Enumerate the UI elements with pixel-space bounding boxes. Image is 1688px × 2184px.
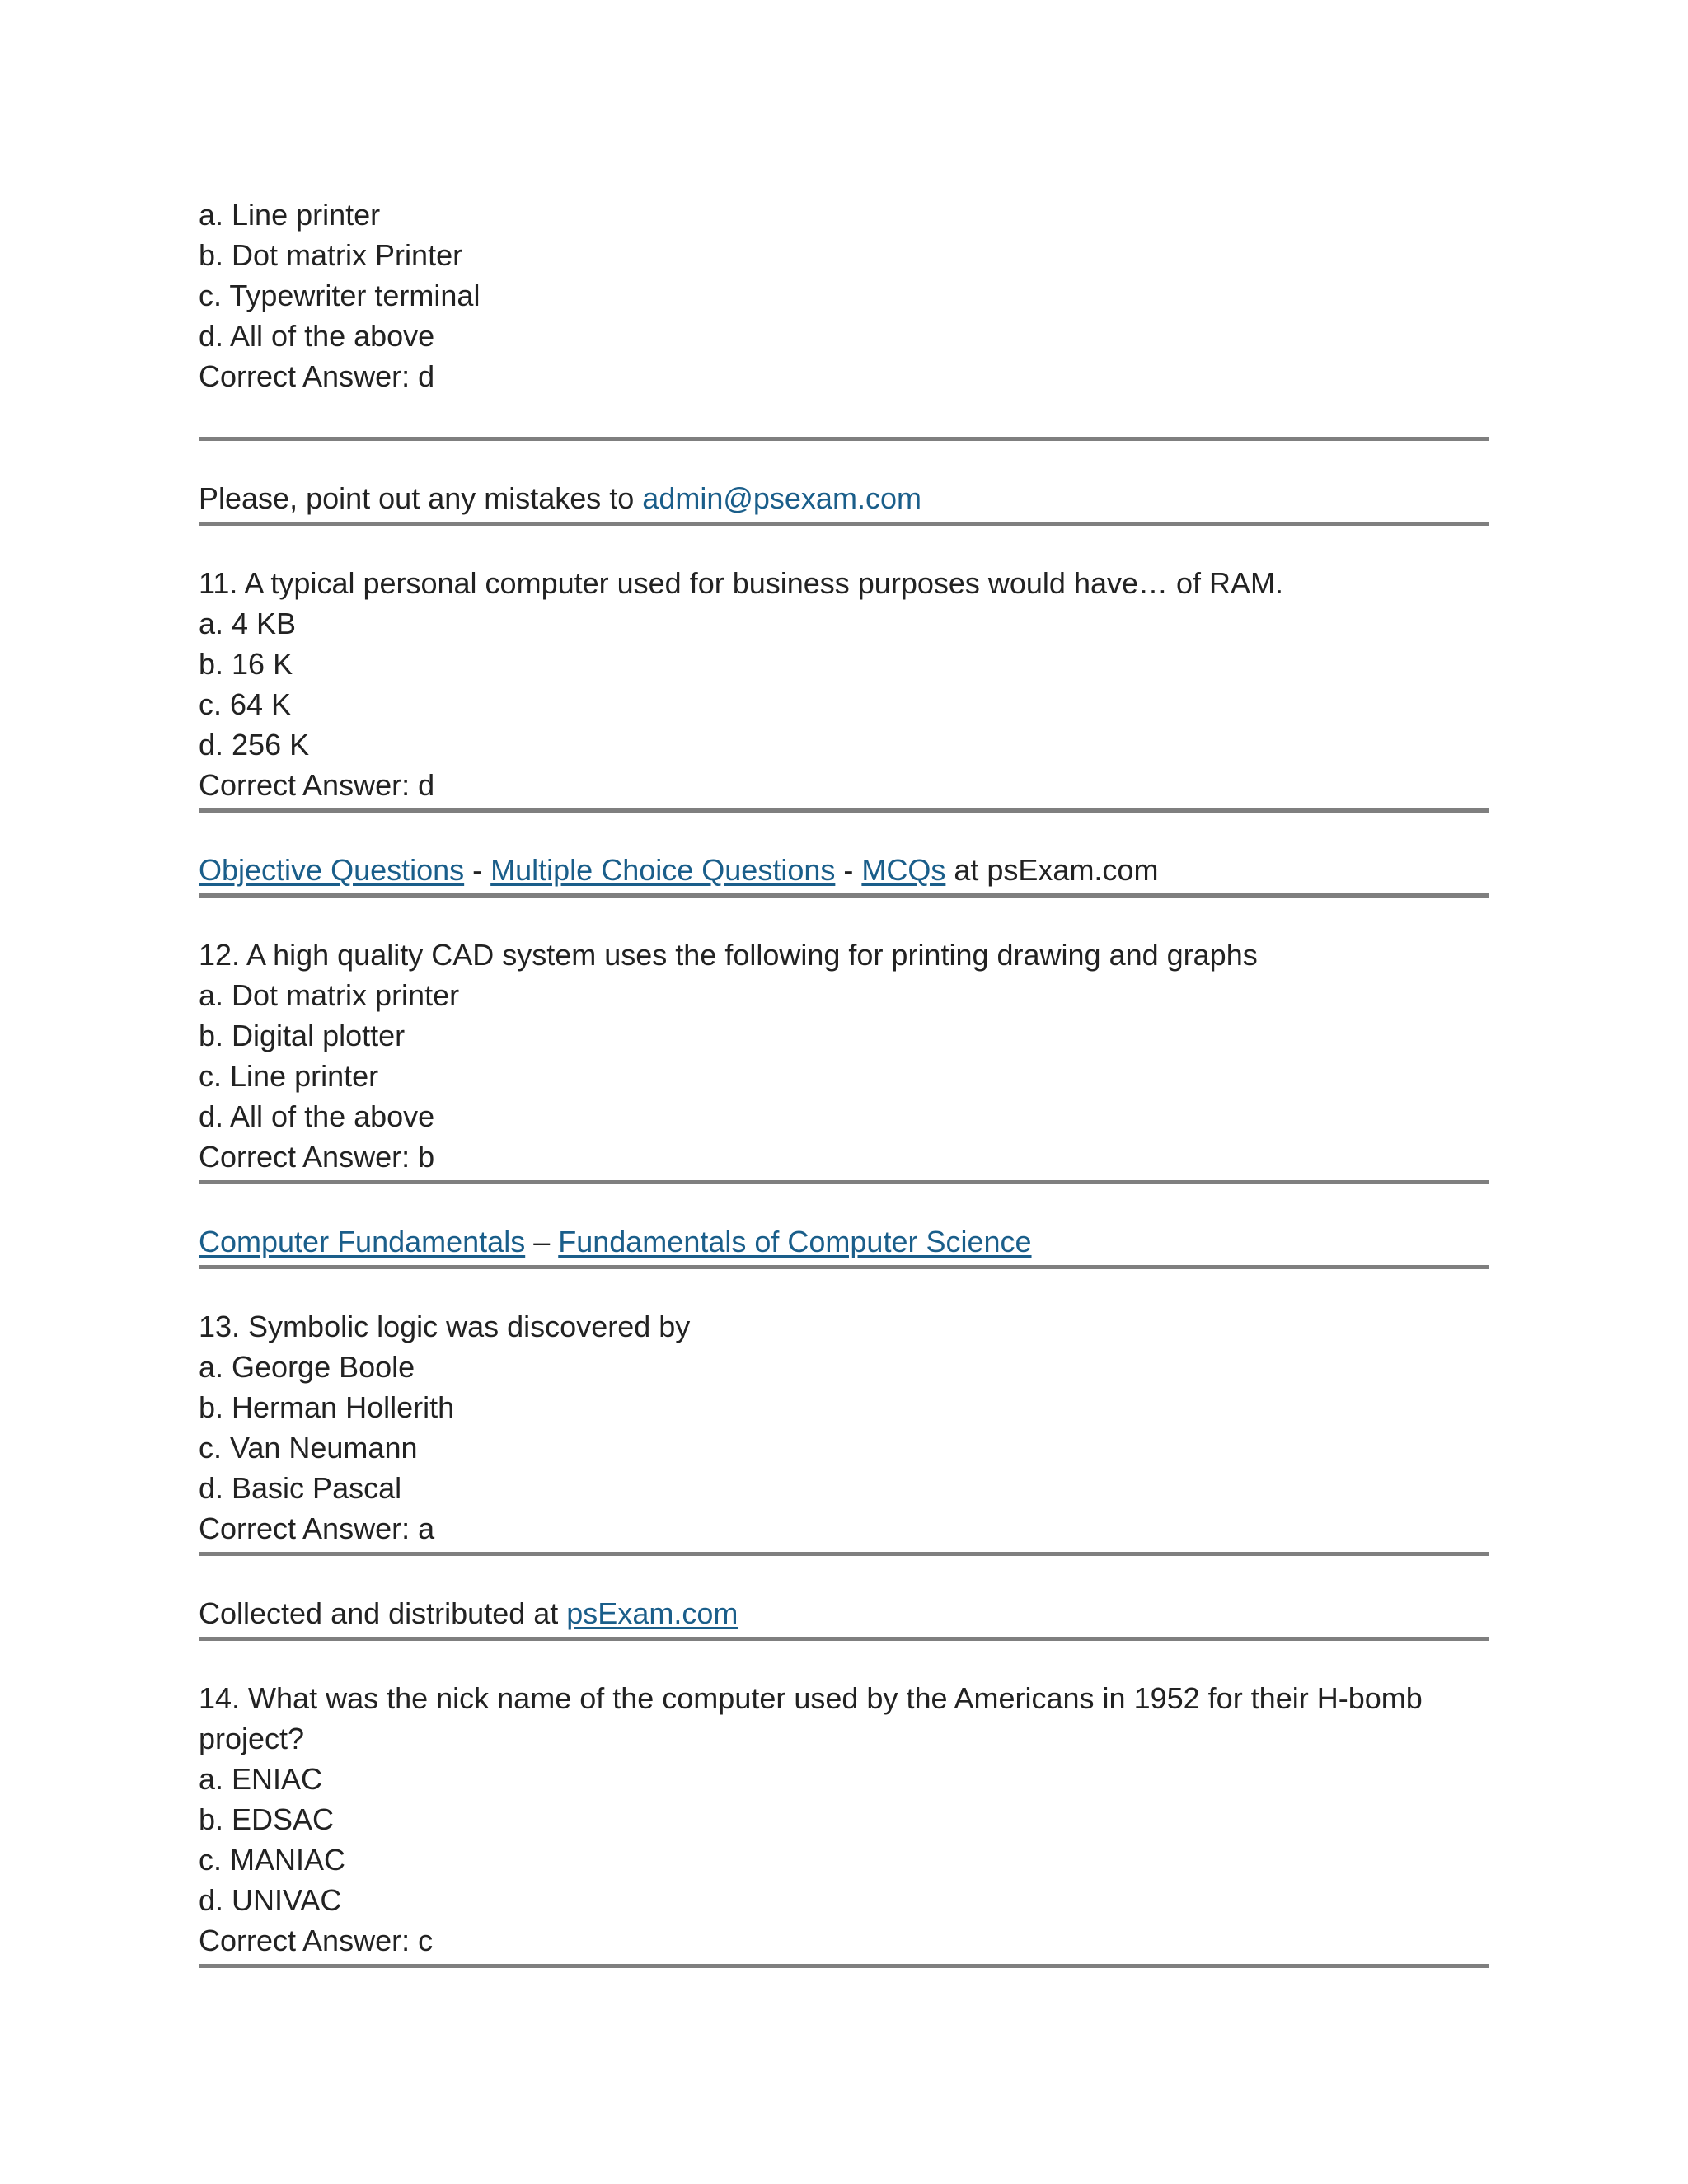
fundamentals-of-computer-science-link[interactable]: Fundamentals of Computer Science xyxy=(558,1225,1032,1258)
correct-answer: Correct Answer: a xyxy=(199,1511,435,1545)
option-c: c. Van Neumann xyxy=(199,1431,418,1465)
correct-answer: Correct Answer: d xyxy=(199,768,435,802)
question-13-block xyxy=(199,1306,1489,1549)
admin-email-link[interactable]: admin@psexam.com xyxy=(642,481,921,515)
correct-answer: Correct Answer: c xyxy=(199,1924,434,1957)
divider xyxy=(199,808,1489,813)
promo-suffix: at psExam.com xyxy=(945,853,1159,887)
divider xyxy=(199,437,1489,441)
option-c: c. Typewriter terminal xyxy=(199,279,481,312)
option-a: a. Dot matrix printer xyxy=(199,978,460,1012)
option-c: c. Line printer xyxy=(199,1059,379,1093)
collected-notice xyxy=(199,1593,1489,1633)
correct-answer: Correct Answer: d xyxy=(199,359,435,393)
option-d: d. Basic Pascal xyxy=(199,1471,402,1505)
correct-answer: Correct Answer: b xyxy=(199,1140,435,1174)
question-text-line-1: 14. What was the nick name of the computer used by the Americans in 1952 for their H-bomb xyxy=(199,1681,1423,1715)
question-14-block xyxy=(199,1678,1489,1961)
separator: - xyxy=(464,853,491,887)
question-12-block xyxy=(199,935,1489,1177)
divider xyxy=(199,893,1489,898)
divider xyxy=(199,1180,1489,1184)
option-d: d. All of the above xyxy=(199,1099,435,1133)
option-c: c. MANIAC xyxy=(199,1843,346,1877)
objective-questions-link[interactable]: Objective Questions xyxy=(199,853,465,887)
question-text: 11. A typical personal computer used for business purposes would have… of RAM. xyxy=(199,566,1284,600)
mcqs-link[interactable]: MCQs xyxy=(861,853,946,887)
separator: – xyxy=(525,1225,559,1258)
option-a: a. Line printer xyxy=(199,198,381,232)
option-b: b. Dot matrix Printer xyxy=(199,238,463,272)
divider xyxy=(199,1265,1489,1269)
fundamentals-links-row xyxy=(199,1221,1489,1262)
multiple-choice-questions-link[interactable]: Multiple Choice Questions xyxy=(490,853,836,887)
option-c: c. 64 K xyxy=(199,687,292,721)
option-b: b. 16 K xyxy=(199,647,293,681)
option-d: d. 256 K xyxy=(199,728,310,762)
question-text: 13. Symbolic logic was discovered by xyxy=(199,1310,691,1343)
option-b: b. EDSAC xyxy=(199,1802,335,1836)
separator: - xyxy=(835,853,862,887)
question-11-block xyxy=(199,563,1489,805)
option-a: a. ENIAC xyxy=(199,1762,323,1796)
psexam-link[interactable]: psExam.com xyxy=(566,1596,738,1630)
promo-links-row xyxy=(199,850,1489,890)
divider xyxy=(199,1964,1489,1968)
notice-text: Please, point out any mistakes to xyxy=(199,481,643,515)
divider xyxy=(199,1552,1489,1556)
option-b: b. Digital plotter xyxy=(199,1019,406,1052)
option-b: b. Herman Hollerith xyxy=(199,1390,455,1424)
document-page xyxy=(199,194,1489,1968)
question-text-line-2: project? xyxy=(199,1722,305,1755)
question-10-block xyxy=(199,194,1489,396)
option-d: d. All of the above xyxy=(199,319,435,353)
option-d: d. UNIVAC xyxy=(199,1883,342,1917)
mistakes-notice xyxy=(199,478,1489,518)
option-a: a. George Boole xyxy=(199,1350,415,1384)
divider xyxy=(199,522,1489,526)
option-a: a. 4 KB xyxy=(199,607,297,640)
question-text: 12. A high quality CAD system uses the following for printing drawing and graphs xyxy=(199,938,1258,972)
divider xyxy=(199,1637,1489,1641)
computer-fundamentals-link[interactable]: Computer Fundamentals xyxy=(199,1225,526,1258)
collected-prefix: Collected and distributed at xyxy=(199,1596,567,1630)
